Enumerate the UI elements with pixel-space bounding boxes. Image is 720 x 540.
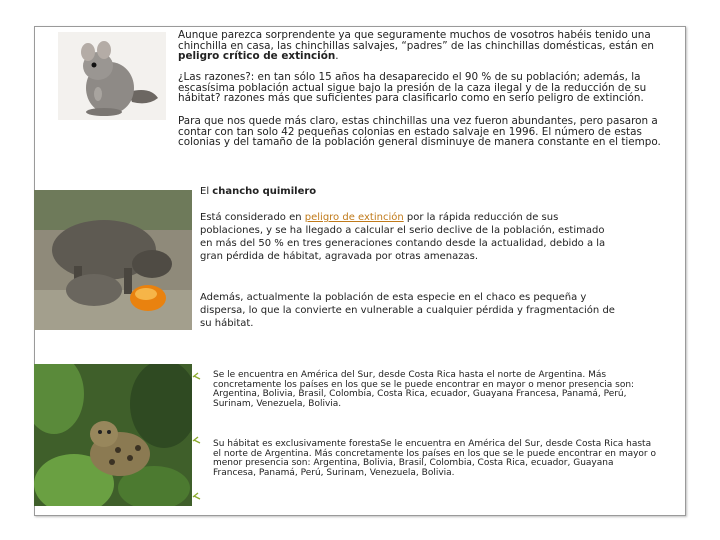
peccary-title: El chancho quimilero	[200, 186, 317, 197]
chinchilla-photo	[58, 32, 166, 120]
bullet-1-text: Se le encuentra en América del Sur, desde Costa Rica hasta el norte de Argentina. Más concretamente los países en los que se le puede encontrar en mayor o menor presencia son: Argentina, Bolivia, Brasil, Colombia, Costa Rica, ecuador, Guayana Francesa, Panamá, Perú, Surinam, Venezuela, Bolivia.	[213, 370, 635, 409]
chinchilla-paragraph-3: Para que nos quede más claro, estas chinchillas una vez fueron abundantes, pero pasaron a contar con tan solo 42 pequeñas colonias en estado salvaje en 1996. El número de estas colonias y del tamaño de la población general disminuye de manera constante en el tiempo.	[178, 115, 661, 148]
peccary-photo	[34, 190, 192, 330]
chinchilla-paragraph-1: Aunque parezca sorprendente ya que seguramente muchos de vosotros habéis tenido una chinchilla en casa, las chinchillas salvajes, “padres” de las chinchillas domésticas, están en peligro crítico de extinción.	[178, 29, 655, 62]
peccary-paragraph-2: Además, actualmente la población de esta especie en el chaco es pequeña y dispersa, lo que la convierte en vulnerable a cualquier pérdida y fragmentación de su hábitat.	[200, 292, 615, 329]
peccary-paragraph-1: Está considerado en peligro de extinción por la rápida reducción de sus poblaciones, y se ha llegado a calcular el serio declive de la población, estimado en más del 50 % en tres generaciones contando desde la actualidad, debido a la gran pérdida de hábitat, agravada por otras amenazas.	[200, 212, 606, 262]
chinchilla-paragraph-2: ¿Las razones?: en tan sólo 15 años ha desaparecido el 90 % de su población; además, la escasísima población actual sigue bajo la presión de la caza ilegal y de la reducción de su hábitat? razones más que suficientes para clasificarlo como en serio peligro de extinción.	[178, 71, 647, 104]
bullet-1-icon	[192, 371, 202, 381]
bullet-3-icon	[192, 491, 202, 501]
bullet-2-text: Su hábitat es exclusivamente forestaSe le encuentra en América del Sur, desde Costa Rica hasta el norte de Argentina. Más concretamente los países en los que se le puede encontrar en mayor o menor presencia son: Argentina, Bolivia, Brasil, Colombia, Costa Rica, ecuador, Guayana Francesa, Panamá, Perú, Surinam, Venezuela, Bolivia.	[213, 439, 656, 478]
extinction-status-bold: peligro crítico de extinción	[178, 50, 336, 62]
bullet-2-icon	[192, 435, 202, 445]
extinction-link[interactable]: peligro de extinción	[304, 212, 404, 223]
ocelot-photo	[34, 364, 192, 506]
